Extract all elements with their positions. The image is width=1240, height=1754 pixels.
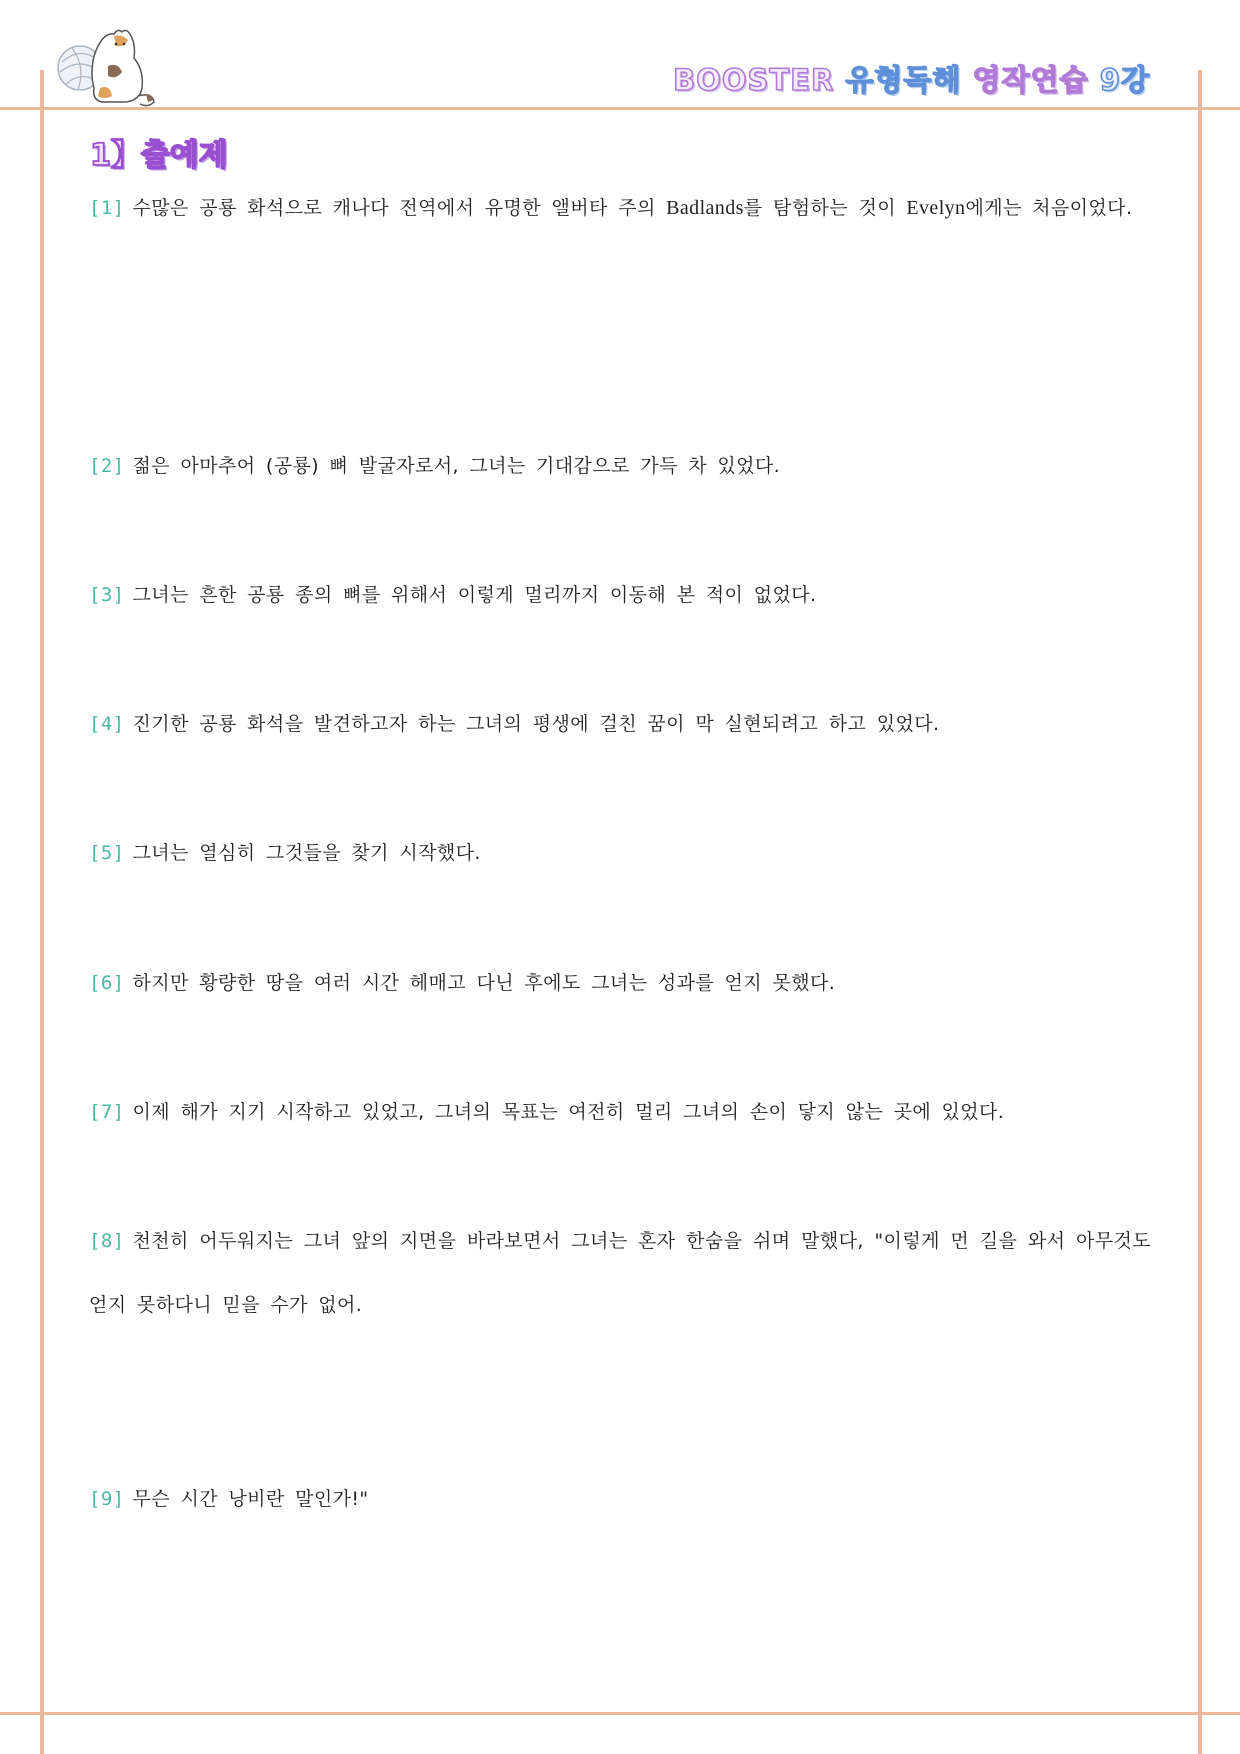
header-title-lesson: 9강 xyxy=(1099,63,1150,97)
sentence-4 xyxy=(89,692,1151,756)
sentence-5 xyxy=(89,821,1151,885)
sentence-number: [2] xyxy=(89,455,125,477)
sentence-text: 에게는 처음이었다. xyxy=(965,197,1133,219)
frame-bottom-line xyxy=(0,1712,1240,1715)
header-title-practice: 영작연습 xyxy=(972,63,1089,97)
sentence-3 xyxy=(89,563,1151,627)
sentence-number: [4] xyxy=(89,713,125,735)
frame-right-line xyxy=(1198,70,1202,1754)
cat-with-yarn-icon xyxy=(52,26,156,108)
sentence-2 xyxy=(89,434,1151,498)
sentence-7 xyxy=(89,1080,1151,1144)
sentence-number: [9] xyxy=(89,1488,125,1510)
sentence-text: 그녀는 열심히 그것들을 찾기 시작했다. xyxy=(132,842,481,864)
sentence-text: 를 탐험하는 것이 xyxy=(743,197,907,219)
header-title-booster: BOOSTER xyxy=(673,63,835,97)
sentence-number: [1] xyxy=(89,197,125,219)
frame-left-line xyxy=(40,70,44,1754)
header-title-type: 유형독해 xyxy=(845,63,962,97)
sentence-text-en: Badlands xyxy=(666,197,744,219)
sentence-8 xyxy=(89,1209,1151,1337)
sentence-text: 무슨 시간 낭비란 말인가!" xyxy=(132,1488,369,1510)
section-title: 1】출예제 xyxy=(90,138,228,173)
sentence-text: 이제 해가 지기 시작하고 있었고, 그녀의 목표는 여전히 멀리 그녀의 손이 닿지 않는 곳에 있었다. xyxy=(132,1101,1005,1123)
sentence-number: [8] xyxy=(89,1230,125,1252)
sentence-6 xyxy=(89,951,1151,1015)
sentence-number: [5] xyxy=(89,842,125,864)
sentence-text: 진기한 공룡 화석을 발견하고자 하는 그녀의 평생에 걸친 꿈이 막 실현되려고 하고 있었다. xyxy=(132,713,940,735)
sentence-9 xyxy=(89,1467,1151,1531)
sentence-number: [3] xyxy=(89,584,125,606)
sentence-text: 수많은 공룡 화석으로 캐나다 전역에서 유명한 앨버타 주의 xyxy=(132,197,667,219)
sentence-text: 그녀는 흔한 공룡 종의 뼈를 위해서 이렇게 멀리까지 이동해 본 적이 없었다. xyxy=(132,584,817,606)
sentence-number: [7] xyxy=(89,1101,125,1123)
sentence-text: 젊은 아마추어 (공룡) 뼈 발굴자로서, 그녀는 기대감으로 가득 차 있었다. xyxy=(132,455,781,477)
frame-top-line xyxy=(0,107,1240,110)
sentence-text-en: Evelyn xyxy=(906,197,966,219)
sentence-text: 천천히 어두워지는 그녀 앞의 지면을 바라보면서 그녀는 혼자 한숨을 쉬며 말했다, "이렇게 먼 길을 와서 아무것도 얻지 못하다니 믿을 수가 없어. xyxy=(89,1230,1151,1316)
sentence-text: 하지만 황량한 땅을 여러 시간 헤매고 다닌 후에도 그녀는 성과를 얻지 못했다. xyxy=(132,972,836,994)
sentence-1 xyxy=(89,176,1151,240)
sentence-number: [6] xyxy=(89,972,125,994)
header-title xyxy=(673,58,1150,99)
